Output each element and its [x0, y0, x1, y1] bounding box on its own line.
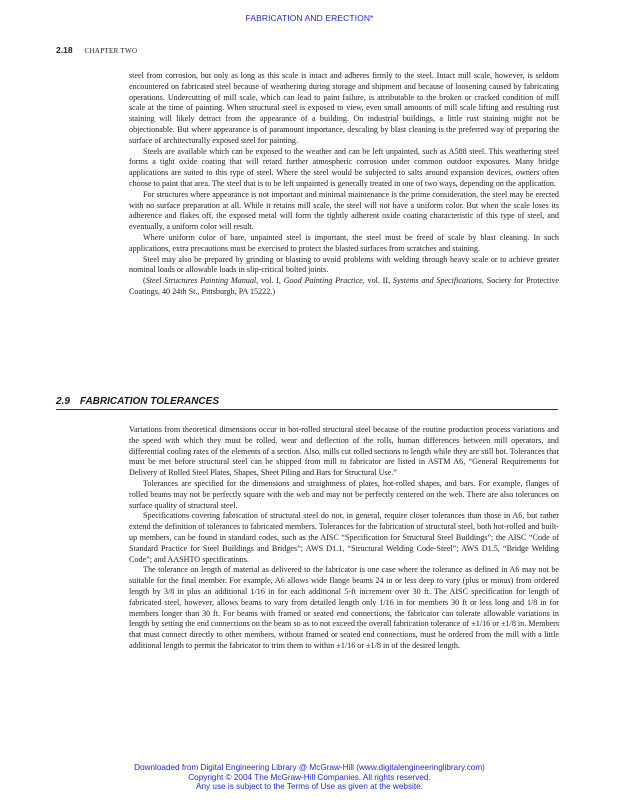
running-head [56, 45, 137, 55]
paragraph: For structures where appearance is not important and minimal maintenance is the prime consideration, the steel may be erected with no surface preparation at all. While it retains mill scale, the steel will not have a uniform color. But when the scale loses its adherence and flakes off, the exposed metal will form the tightly adherent oxide coating characteristic of this type of steel, and eventually, a uniform color will result. [129, 189, 559, 232]
page-number: 2.18 [56, 45, 73, 55]
footer-download-link[interactable]: Downloaded from Digital Engineering Library @ McGraw-Hill (www.digitalengineeringlibrary.com) [134, 763, 485, 772]
paragraph: Tolerances are specified for the dimensions and straightness of plates, hot-rolled shapes, and bars. For example, flanges of rolled beams may not be perfectly square with the web and may not be perfectly centered on the web. There are also tolerances on surface quality of structural steel. [129, 478, 559, 510]
reference-title: Steel Structures Painting Manual [145, 276, 257, 286]
paragraph: Variations from theoretical dimensions occur in hot-rolled structural steel because of the routine production process variations and the speed with which they must be rolled, wear and deflection of the rolls, human differences between mill operators, and differential cooling rates of the elements of a section. Also, mills cut rolled sections to length while they are still hot. Tolerances that must be met before structural steel can be shipped from mill to fabricator are listed in ASTM A6, “General Requirements for Delivery of Rolled Steel Plates, Shapes, Sheet Piling and Bars for Structural Use.” [129, 425, 559, 478]
section-title: FABRICATION TOLERANCES [79, 396, 219, 407]
reference-text: , Society for Protective Coatings, 40 24th St., Pittsburgh, PA 15222.) [129, 276, 560, 296]
chapter-label: CHAPTER TWO [84, 47, 138, 55]
reference-title: Good Painting Practice [283, 276, 363, 286]
paragraph: The tolerance on length of material as delivered to the fabricator is one case where the tolerance as defined in A6 may not be suitable for the final member. For example, A6 allows wide flange beams 24 in or less deep to vary (plus or minus) from ordered length by 3/8 in plus an additional 1/16 in for each additional 5-ft increment over 30 ft. The AISC specification for length of fabricated steel, however, allows beams to vary from detailed length only 1/16 in for members 30 ft or less long and 1/8 in for members longer than 30 ft. For beams with framed or seated end connections, the fabricator can tolerate allowable variations in length by setting the end connections on the beam so as to not exceed the overall fabrication tolerance of ±1/16 or ±1/8 in. Members that must connect directly to other members, without framed or seated end connections, must be ordered from the mill with a little additional length to permit the fabricator to trim them to within ±1/16 or ±1/8 in of the desired length. [129, 565, 559, 650]
section-heading [56, 396, 558, 410]
continued-text-block [129, 71, 559, 298]
footer-copyright: Copyright © 2004 The McGraw-Hill Companies. All rights reserved. [188, 772, 431, 782]
document-title-banner: FABRICATION AND ERECTION* [245, 13, 374, 23]
section-text-block [129, 425, 559, 652]
copyright-footer [0, 763, 619, 792]
reference-text: , vol. II, [362, 276, 393, 286]
paragraph: Steels are available which can be exposed to the weather and can be left unpainted, such as A588 steel. This weathering steel forms a tight oxide coating that will retard further atmospheric corrosion under common outdoor exposures. Many bridge applications are suited to this type of steel. Where the steel would be subjected to salts around expansion devices, owners often choose to paint that area. The steel that is to be left unpainted is generally treated in one of two ways, depending on the application. [129, 146, 559, 188]
reference-text: , vol. I, [256, 276, 284, 286]
reference-open: ( [143, 276, 146, 286]
paragraph: steel from corrosion, but only as long as this scale is intact and adheres firmly to the steel. Intact mill scale, however, is seldom encountered on fabricated steel because of weathering during storage and shipment and because of loosening caused by fabricating operations. Undercutting of mill scale, which can lead to paint failure, is attributable to the broken or cracked condition of mill scale at the time of painting. When structural steel is exposed to view, even small amounts of mill scale lifting and resulting rust staining will likely detract from the appearance of a building. On industrial buildings, a little rust staining might not be objectionable. But where appearance is of paramount importance, descaling by blast cleaning is the preferred way of preparing the surface of architecturally exposed steel for painting. [129, 71, 559, 145]
section-number: 2.9 [56, 396, 70, 407]
footer-terms-of-use[interactable]: Any use is subject to the Terms of Use as given at the website. [196, 782, 423, 792]
reference-paragraph [129, 276, 559, 298]
paragraph: Where uniform color of bare, unpainted steel is important, the steel must be freed of scale by blast cleaning. In such applications, extra precautions must be exercised to protect the blasted surfaces from scratches and staining. [129, 232, 559, 253]
reference-title: Systems and Specifications [392, 276, 482, 286]
paragraph: Steel may also be prepared by grinding or blasting to avoid problems with welding through heavy scale or to achieve greater nominal loads or allowable loads in slip-critical bolted joints. [129, 254, 559, 275]
paragraph: Specifications covering fabrication of structural steel do not, in general, require closer tolerances than those in A6, but rather extend the definition of tolerances to fabricated members. Tolerances for the fabrication of structural steel, both hot-rolled and built-up members, can be found in standard codes, such as the AISC “Specification for Structural Steel Buildings”; the AISC “Code of Standard Practice for Steel Buildings and Bridges”; AWS D1.1, “Structural Welding Code-Steel”; AWS D1.5, “Bridge Welding Code”; and AASHTO specifications. [129, 511, 559, 564]
